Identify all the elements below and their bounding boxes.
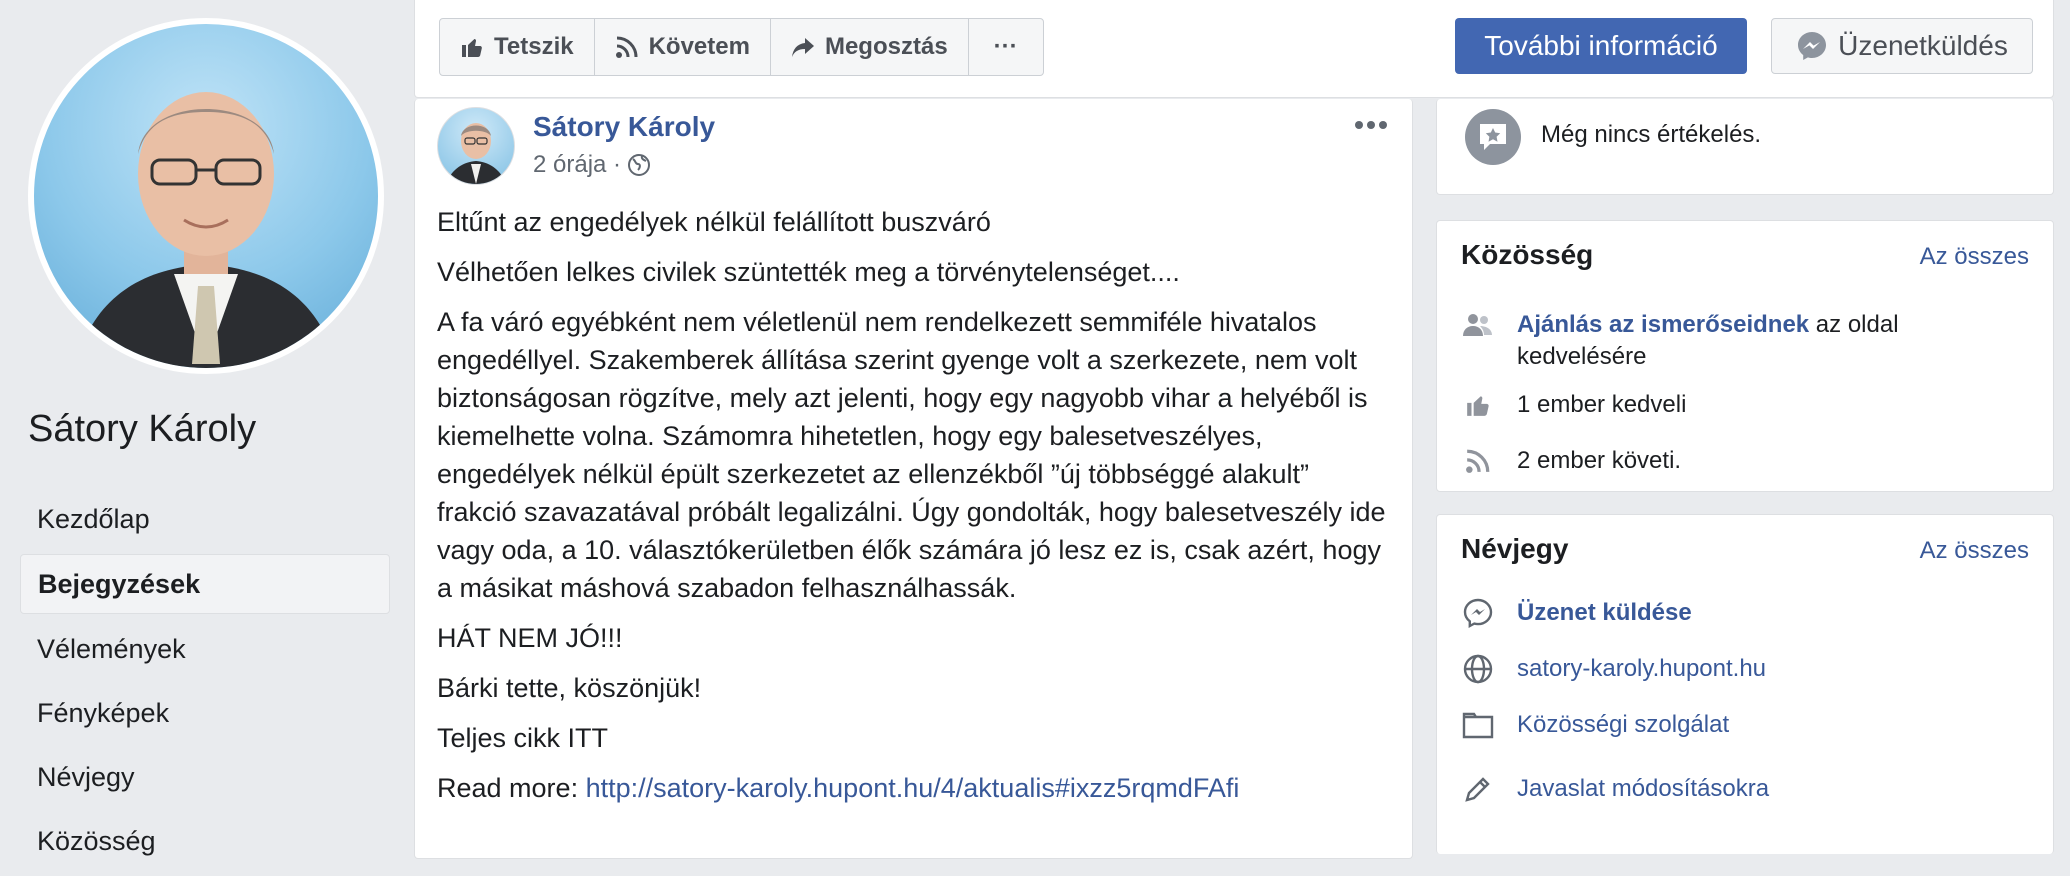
- about-card: [1436, 514, 2054, 854]
- invite-friends-text: [1517, 309, 2021, 373]
- post-text: [437, 203, 1392, 819]
- post-author-avatar[interactable]: [437, 107, 515, 185]
- more-info-button[interactable]: További információ: [1455, 18, 1747, 74]
- page-nav: [20, 490, 390, 876]
- thumbs-up-icon: [460, 35, 484, 59]
- rating-card: [1436, 99, 2054, 195]
- share-button[interactable]: [771, 19, 969, 75]
- send-message-row: [1461, 597, 1692, 629]
- post-timestamp-row: [533, 151, 651, 179]
- post-paragraph: Bárki tette, köszönjük!: [437, 673, 702, 703]
- followers-count-row: [1461, 445, 1681, 477]
- suggest-edits-row: [1461, 773, 1769, 805]
- globe-icon: [1461, 653, 1495, 685]
- community-card: [1436, 220, 2054, 492]
- invite-friends-rest: az oldal kedvelésére: [1517, 311, 1899, 370]
- send-message-label: Üzenetküldés: [1838, 30, 2008, 61]
- invite-friends-row: [1461, 309, 2021, 373]
- rss-feed-icon: [615, 35, 639, 59]
- category-row: [1461, 709, 1729, 741]
- nav-item-community[interactable]: Közösség: [37, 826, 156, 856]
- profile-picture[interactable]: [28, 18, 384, 374]
- community-see-all-link[interactable]: Az összes: [1919, 243, 2029, 270]
- profile-portrait: [34, 24, 378, 368]
- likes-count-row: [1461, 389, 1686, 421]
- post-paragraph: Eltűnt az engedélyek nélkül felállított buszváró: [437, 207, 991, 237]
- people-icon: [1461, 309, 1495, 341]
- read-more-link[interactable]: http://satory-karoly.hupont.hu/4/aktualis#ixzz5rqmdFAfi: [585, 773, 1240, 803]
- nav-item-about[interactable]: Névjegy: [37, 762, 135, 792]
- nav-item-home[interactable]: Kezdőlap: [37, 504, 150, 534]
- nav-item-photos[interactable]: Fényképek: [37, 698, 170, 728]
- post-timestamp[interactable]: 2 órája ·: [533, 151, 622, 178]
- more-options-button[interactable]: [969, 19, 1043, 75]
- suggest-edits-link[interactable]: Javaslat módosításokra: [1517, 775, 1770, 802]
- share-arrow-icon: [791, 35, 815, 59]
- rating-status: Még nincs értékelés.: [1541, 121, 1762, 148]
- followers-count: 2 ember követi.: [1517, 447, 1682, 474]
- nav-item-reviews[interactable]: Vélemények: [37, 634, 186, 664]
- messenger-icon: [1461, 597, 1495, 629]
- review-star-icon: [1465, 109, 1521, 165]
- website-link[interactable]: satory-karoly.hupont.hu: [1517, 655, 1767, 682]
- about-title: Névjegy: [1461, 533, 1569, 564]
- more-dots-icon: [1354, 120, 1388, 130]
- folder-icon: [1461, 709, 1495, 741]
- post-paragraph: Vélhetően lelkes civilek szüntették meg a törvénytelenséget....: [437, 257, 1180, 287]
- pencil-icon: [1461, 773, 1495, 805]
- follow-button-label: Követem: [648, 33, 750, 60]
- nav-item-posts[interactable]: Bejegyzések: [20, 554, 390, 614]
- post-paragraph: HÁT NEM JÓ!!!: [437, 623, 623, 653]
- globe-public-icon: [627, 153, 651, 177]
- post-card: [414, 99, 1413, 859]
- likes-count: 1 ember kedveli: [1517, 391, 1687, 418]
- about-see-all-link[interactable]: Az összes: [1919, 537, 2029, 564]
- page-action-bar: [414, 0, 2054, 98]
- star-bubble-icon: [1476, 120, 1510, 154]
- thumbs-up-icon: [1461, 389, 1495, 421]
- more-options-label: ···: [993, 33, 1018, 60]
- left-column: [0, 0, 412, 854]
- author-thumbnail: [438, 108, 514, 184]
- like-button[interactable]: [440, 19, 595, 75]
- page-name[interactable]: Sátory Károly: [28, 408, 257, 450]
- post-paragraph: A fa váró egyébként nem véletlenül nem rendelkezett semmiféle hivatalos engedéllyel. Szakemberek állítása szerint gyenge volt a szerkezete, nem volt biztonságosan rögzítve, mely azt jelenti, hogy egy nagyobb vihar a helyéből is kiemelhette volna. Számomra hihetetlen, hogy egy balesetveszélyes, engedélyek nélkül épült szerkezetet az ellenzékből ”új többséggé alakult” frakció szavazatával próbált legalizálni. Úgy gondolták, hogy balesetveszély ide vagy oda, a 10. választókerületben élők számára jó lesz ez is, csak azért, hogy a másikat máshová szabadon felhasználhassák.: [437, 307, 1386, 603]
- post-author-name[interactable]: Sátory Károly: [533, 111, 716, 142]
- send-message-link[interactable]: Üzenet küldése: [1517, 599, 1692, 626]
- like-button-label: Tetszik: [494, 33, 574, 60]
- read-more-prefix: Read more:: [437, 773, 586, 803]
- follow-button[interactable]: [595, 19, 771, 75]
- invite-friends-link[interactable]: Ajánlás az ismerőseidnek: [1517, 311, 1810, 338]
- category-link[interactable]: Közösségi szolgálat: [1517, 711, 1730, 738]
- send-message-button[interactable]: [1771, 18, 2033, 74]
- post-options-button[interactable]: [1354, 117, 1388, 135]
- post-paragraph: Teljes cikk ITT: [437, 723, 609, 753]
- community-title: Közösség: [1461, 239, 1594, 270]
- share-button-label: Megosztás: [824, 33, 948, 60]
- rss-feed-icon: [1461, 445, 1495, 477]
- read-more-line: [437, 769, 1392, 807]
- page-action-buttons: [439, 18, 1044, 76]
- messenger-icon: [1796, 30, 1828, 62]
- website-row: [1461, 653, 1766, 685]
